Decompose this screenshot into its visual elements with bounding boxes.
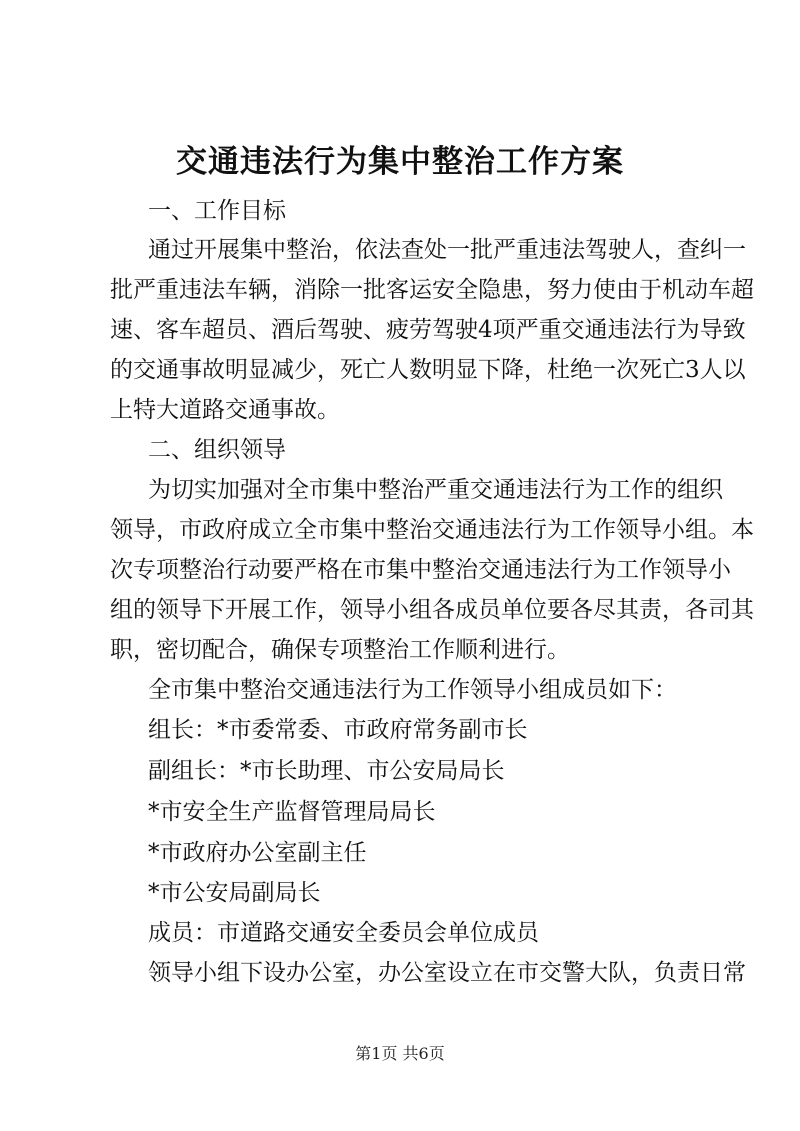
paragraph-line: 速、客车超员、酒后驾驶、疲劳驾驶4项严重交通违法行为导致 [110, 317, 746, 343]
section-heading-1: 一、工作目标 [148, 198, 286, 224]
paragraph-line: 次专项整治行动要严格在市集中整治交通违法行为工作领导小 [110, 557, 731, 583]
document-title: 交通违法行为集中整治工作方案 [176, 144, 624, 180]
paragraph-line: 上特大道路交通事故。 [110, 397, 340, 423]
paragraph-line: 为切实加强对全市集中整治严重交通违法行为工作的组织 [148, 477, 723, 503]
member-list-heading: 全市集中整治交通违法行为工作领导小组成员如下： [148, 677, 677, 703]
paragraph-line: 批严重违法车辆，消除一批客运安全隐患，努力使由于机动车超 [110, 277, 754, 303]
page-footer: 第1页 共6页 [355, 1044, 445, 1063]
paragraph-line: 组的领导下开展工作，领导小组各成员单位要各尽其责，各司其 [110, 597, 754, 623]
paragraph-line: 的交通事故明显减少，死亡人数明显下降，杜绝一次死亡3人以 [110, 357, 746, 383]
paragraph-line: 职，密切配合，确保专项整治工作顺利进行。 [110, 637, 570, 663]
paragraph-line: 领导小组下设办公室，办公室设立在市交警大队，负责日常 [148, 960, 746, 986]
member-line: 成员：市道路交通安全委员会单位成员 [148, 920, 539, 946]
paragraph-line: 领导，市政府成立全市集中整治交通违法行为工作领导小组。本 [110, 517, 754, 543]
member-line: *市公安局副局长 [148, 880, 321, 906]
paragraph-line: 通过开展集中整治，依法查处一批严重违法驾驶人，查纠一 [148, 237, 746, 263]
member-line: 副组长：*市长助理、市公安局局长 [148, 758, 505, 784]
member-line: *市政府办公室副主任 [148, 840, 367, 866]
member-line: *市安全生产监督管理局局长 [148, 799, 436, 825]
member-line: 组长：*市委常委、市政府常务副市长 [148, 717, 528, 743]
section-heading-2: 二、组织领导 [148, 437, 286, 463]
